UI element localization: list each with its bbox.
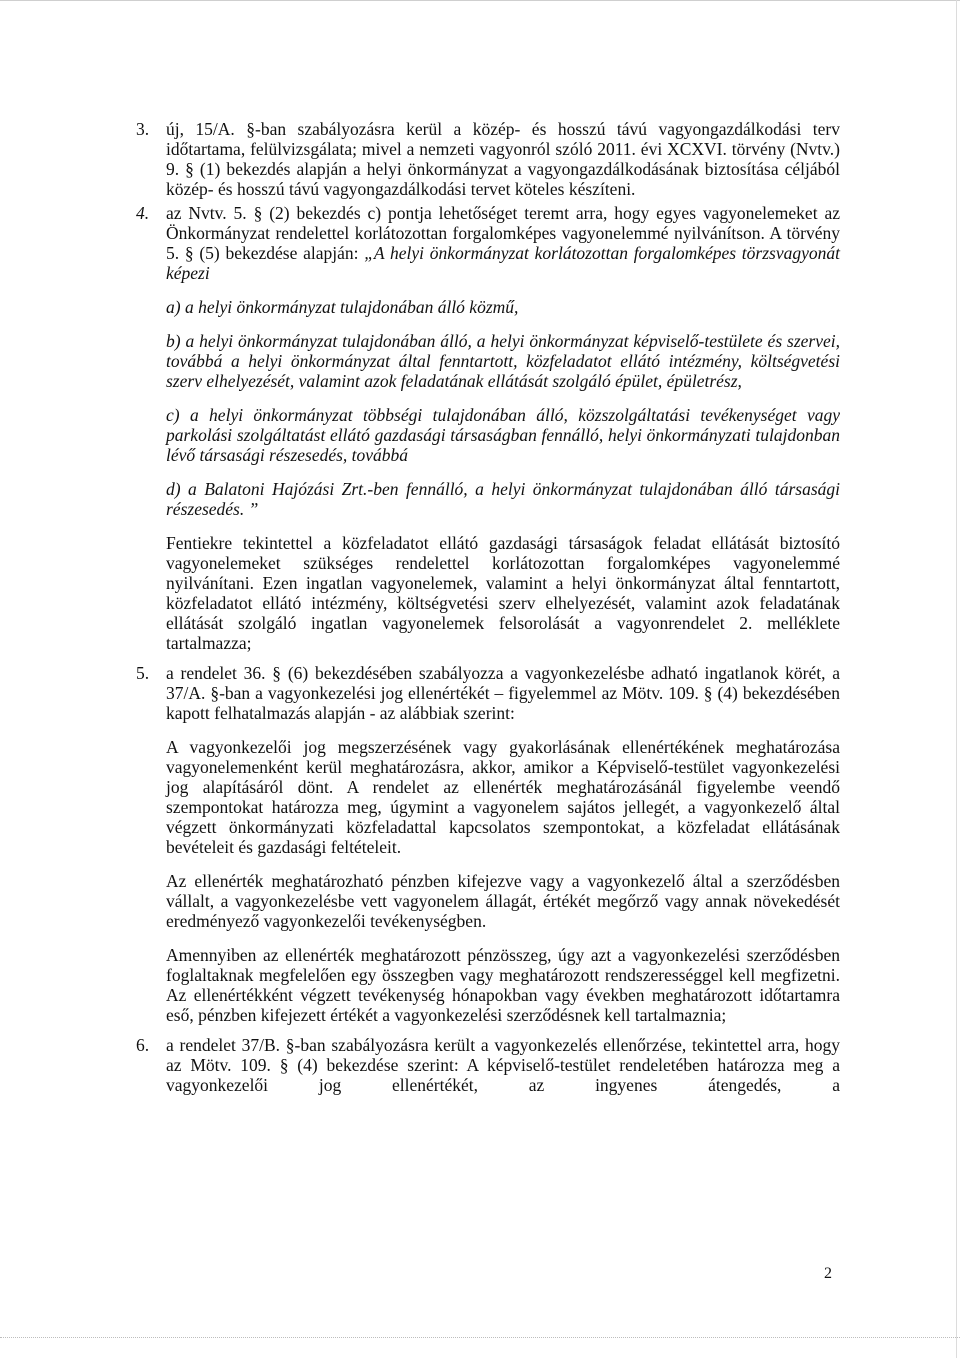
- intro-text: az Nvtv. 5. § (2) bekezdés c) pontja lehetőséget teremt arra, hogy egyes vagyonelemeket az Önkormányzat rendelettel korlátozottan forgalomképes vagyonelemmé nyilvánítson. A törvény 5. § (5) bekezdése alapján:: [166, 203, 840, 263]
- list-item-4: [136, 203, 840, 653]
- list-number: 6.: [136, 1035, 150, 1055]
- page-number: 2: [824, 1265, 832, 1282]
- list-number: 3.: [136, 119, 150, 139]
- list-number: 5.: [136, 663, 150, 683]
- scan-edge-right: [956, 0, 957, 1358]
- item-4-intro: [166, 203, 840, 283]
- list-item-6: [136, 1035, 840, 1095]
- scan-dotted-edge: [0, 1337, 960, 1339]
- list-item-3: [136, 119, 840, 199]
- item-6-text: a rendelet 37/B. §-ban szabályozásra került a vagyonkezelés ellenőrzése, tekintettel arra, hogy az Mötv. 109. § (4) bekezdése szerint: A képviselő-testület rendeletében határozza meg a vagyonkezelői jog ellenértékét, az ingyenes átengedés, a: [166, 1035, 840, 1095]
- item-5-para-1: a rendelet 36. § (6) bekezdésében szabályozza a vagyonkezelésbe adható ingatlanok körét, a 37/A. §-ban a vagyonkezelési jog ellenértékét – figyelemmel az Mötv. 109. § (4) bekezdésében kapott felhatalmazás alapján - az alábbiak szerint:: [166, 663, 840, 723]
- item-4-conclusion: Fentiekre tekintettel a közfeladatot ellátó gazdasági társaságok feladat ellátását biztosító vagyonelemeket szükséges rendelettel korlátozottan forgalomképes vagyonelemmé nyilvánítani. Ezen ingatlan vagyonelemek, valamint a helyi önkormányzat által fenntartott, közfeladatot ellátó intézmény, költségvetési szerv elhelyezését, valamint azok feladatának ellátását szolgáló ingatlan vagyonelemek felsorolását a vagyonrendelet 2. melléklete tartalmazza;: [166, 533, 840, 653]
- quote-point-c: c) a helyi önkormányzat többségi tulajdonában álló, közszolgáltatási tevékenységet vagy parkolási szolgáltatást ellátó gazdasági társaságban fennálló, helyi önkormányzati tulajdonban lévő társasági részesedés, továbbá: [166, 405, 840, 465]
- scan-edge-top: [0, 0, 960, 1]
- document-body: [136, 119, 840, 1095]
- list-number: 4.: [136, 203, 150, 223]
- item-5-para-4: Amennyiben az ellenérték meghatározott pénzösszeg, úgy azt a vagyonkezelési szerződésben foglaltaknak megfelelően egy összegben vagy meghatározott rendszerességgel kell megfizetni. Az ellenértékként végzett tevékenység hónapokban vagy években meghatározott időtartamra eső, pénzben kifejezett értékét a vagyonkezelési szerződésnek kell tartalmaznia;: [166, 945, 840, 1025]
- quote-point-b: b) a helyi önkormányzat tulajdonában álló, a helyi önkormányzat képviselő-testülete és szervei, továbbá a helyi önkormányzat által fenntartott, közfeladatot ellátó intézmény, költségvetési szerv elhelyezését, valamint azok feladatának ellátását szolgáló épület, épületrész,: [166, 331, 840, 391]
- quote-point-d: d) a Balatoni Hajózási Zrt.-ben fennálló, a helyi önkormányzat tulajdonában álló társasági részesedés. ”: [166, 479, 840, 519]
- item-5-para-3: Az ellenérték meghatározható pénzben kifejezve vagy a vagyonkezelő által a szerződésben vállalt, a vagyonkezelésbe vett vagyonelem állagát, értékét megőrző vagy annak növekedését eredményező vagyonkezelői tevékenységben.: [166, 871, 840, 931]
- quote-intro: „A helyi önkormányzat korlátozottan forgalomképes törzsvagyonát képezi: [166, 243, 840, 283]
- quote-point-a: a) a helyi önkormányzat tulajdonában álló közmű,: [166, 297, 519, 317]
- item-5-para-2: A vagyonkezelői jog megszerzésének vagy gyakorlásának ellenértékének meghatározása vagyonelemenként kerül meghatározásra, akkor, amikor a Képviselő-testület vagyonkezelési jog alapításáról dönt. A rendelet az ellenérték meghatározásánál figyelembe veendő szempontokat határozza meg, úgymint a vagyonelem sajátos jellegét, a vagyonkezelő által végzett önkormányzati közfeladattal kapcsolatos szempontokat, a közfeladat ellátásának bevételeit és gazdasági feltételeit.: [166, 737, 840, 857]
- item-3-text: új, 15/A. §-ban szabályozásra kerül a közép- és hosszú távú vagyongazdálkodási terv időtartama, felülvizsgálata; mivel a nemzeti vagyonról szóló 2011. évi XCXVI. törvény (Nvtv.) 9. § (1) bekezdés alapján a helyi önkormányzat a vagyongazdálkodásának biztosítása céljából közép- és hosszú távú vagyongazdálkodási tervet köteles készíteni.: [166, 119, 840, 199]
- list-item-5: [136, 663, 840, 1025]
